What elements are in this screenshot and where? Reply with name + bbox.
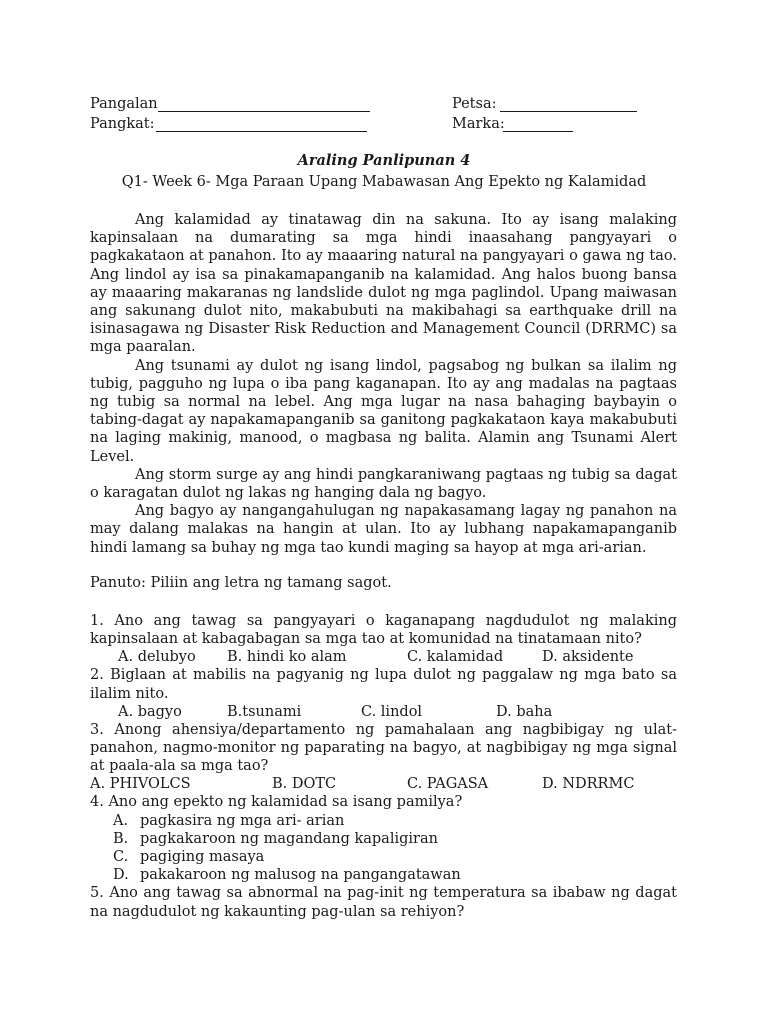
question-2-choices (90, 703, 677, 721)
q4-choice-d[interactable] (90, 866, 677, 884)
q4-choice-d-letter: D. (113, 867, 129, 884)
q4-choice-c[interactable] (90, 848, 677, 866)
q4-choice-a[interactable] (90, 812, 677, 830)
question-3-text: 3. Anong ahensiya/departamento ng pamahalaan ang nagbibigay ng ulat-panahon, nagmo-monitor ng paparating na bagyo, at nagbibigay ng mga signal at paala-ala sa mga tao? (90, 721, 677, 775)
question-5-text: 5. Ano ang tawag sa abnormal na pag-init ng temperatura sa ibabaw ng dagat na nagdudulot ng kakaunting pag-ulan sa rehiyon? (90, 885, 677, 920)
q2-choice-a[interactable]: A. bagyo (118, 703, 182, 720)
name-label: Pangalan (90, 96, 158, 112)
score-blank-line[interactable] (503, 131, 573, 132)
q4-choice-b[interactable] (90, 830, 677, 848)
q4-choice-b-letter: B. (113, 830, 129, 847)
question-2-text: 2. Biglaan at mabilis na pagyanig ng lupa dulot ng paggalaw ng mga bato sa ilalim nito. (90, 667, 677, 702)
q4-choice-c-letter: C. (113, 849, 129, 865)
date-label: Petsa: (452, 96, 497, 112)
group-label: Pangkat: (90, 116, 155, 132)
q1-choice-c[interactable]: C. kalamidad (407, 649, 504, 666)
q1-choice-b[interactable]: B. hindi ko alam (227, 649, 347, 666)
q3-choice-c[interactable]: C. PAGASA (407, 776, 489, 793)
q4-choice-a-letter: A. (113, 812, 129, 829)
header-row-name-date (90, 95, 690, 115)
q2-choice-d[interactable]: D. baha (496, 703, 553, 720)
group-blank-line[interactable] (156, 131, 367, 132)
q4-choice-a-text: pagkasira ng mga ari- arian (140, 812, 345, 829)
q1-choice-d[interactable]: D. aksidente (542, 649, 634, 666)
question-4-text: 4. Ano ang epekto ng kalamidad sa isang pamilya? (90, 794, 463, 811)
question-3-choices (90, 775, 677, 793)
name-blank-line[interactable] (158, 111, 370, 112)
paragraph-bagyo: Ang bagyo ay nangangahulugan ng napakasamang lagay ng panahon na may dalang malakas na hangin at ulan. Ito ay lubhang napakamapanganib hindi lamang sa buhay ng mga tao kundi maging sa hayop at mga ari-arian. (90, 503, 677, 556)
q3-choice-a[interactable]: A. PHIVOLCS (90, 776, 191, 793)
paragraph-storm-surge: Ang storm surge ay ang hindi pangkaraniwang pagtaas ng tubig sa dagat o karagatan dulot ng lakas ng hanging dala ng bagyo. (90, 466, 677, 502)
q4-choice-c-text: pagiging masaya (140, 849, 265, 865)
paragraph-tsunami: Ang tsunami ay dulot ng isang lindol, pagsabog ng bulkan sa ilalim ng tubig, pagguho ng lupa o iba pang kaganapan. Ito ay ang madalas na pagtaas ng tubig sa normal na lebel. Ang mga lugar na nasa bahaging baybayin o tabing-dagat ay napakamapanganib sa ganitong pagkakataon kaya makabubuti na laging makinig, manood, o magbasa ng balita. Alamin ang Tsunami Alert Level. (90, 357, 677, 465)
score-label: Marka: (452, 116, 505, 132)
q4-choice-b-text: pagkakaroon ng magandang kapaligiran (140, 830, 438, 847)
q1-choice-a[interactable]: A. delubyo (118, 649, 196, 666)
worksheet-title: Araling Panlipunan 4 (297, 152, 471, 169)
q2-choice-c[interactable]: C. lindol (361, 703, 423, 720)
date-blank-line[interactable] (500, 111, 637, 112)
question-1-text: 1. Ano ang tawag sa pangyayari o kaganapang nagdudulot ng malaking kapinsalaan at kabagabagan sa mga tao at komunidad na tinatamaan nito? (90, 613, 677, 648)
q3-choice-d[interactable]: D. NDRRMC (542, 776, 635, 793)
q2-choice-b[interactable]: B.tsunami (227, 703, 302, 720)
reading-passage (90, 211, 677, 557)
worksheet-subtitle: Q1- Week 6- Mga Paraan Upang Mabawasan Ang Epekto ng Kalamidad (121, 174, 647, 190)
q3-choice-b[interactable]: B. DOTC (272, 776, 337, 793)
questions-section (90, 612, 677, 921)
instruction: Panuto: Piliin ang letra ng tamang sagot. (90, 575, 392, 591)
q4-choice-d-text: pakakaroon ng malusog na pangangatawan (140, 867, 461, 884)
question-1-choices (90, 648, 677, 666)
paragraph-kalamidad: Ang kalamidad ay tinatawag din na sakuna. Ito ay isang malaking kapinsalaan na dumarating sa mga hindi inaasahang pangyayari o pagkakataon at panahon. Ito ay maaaring natural na pangyayari o gawa ng tao. Ang lindol ay isa sa pinakamapanganib na kalamidad. Ang halos buong bansa ay maaaring makaranas ng landslide dulot ng mga paglindol. Upang maiwasan ang sakunang dulot nito, makabubuti na makibahagi sa earthquake drill na isinasagawa ng Disaster Risk Reduction and Management Council (DRRMC) sa mga paaralan. (90, 212, 677, 356)
header-row-group-score (90, 115, 690, 135)
